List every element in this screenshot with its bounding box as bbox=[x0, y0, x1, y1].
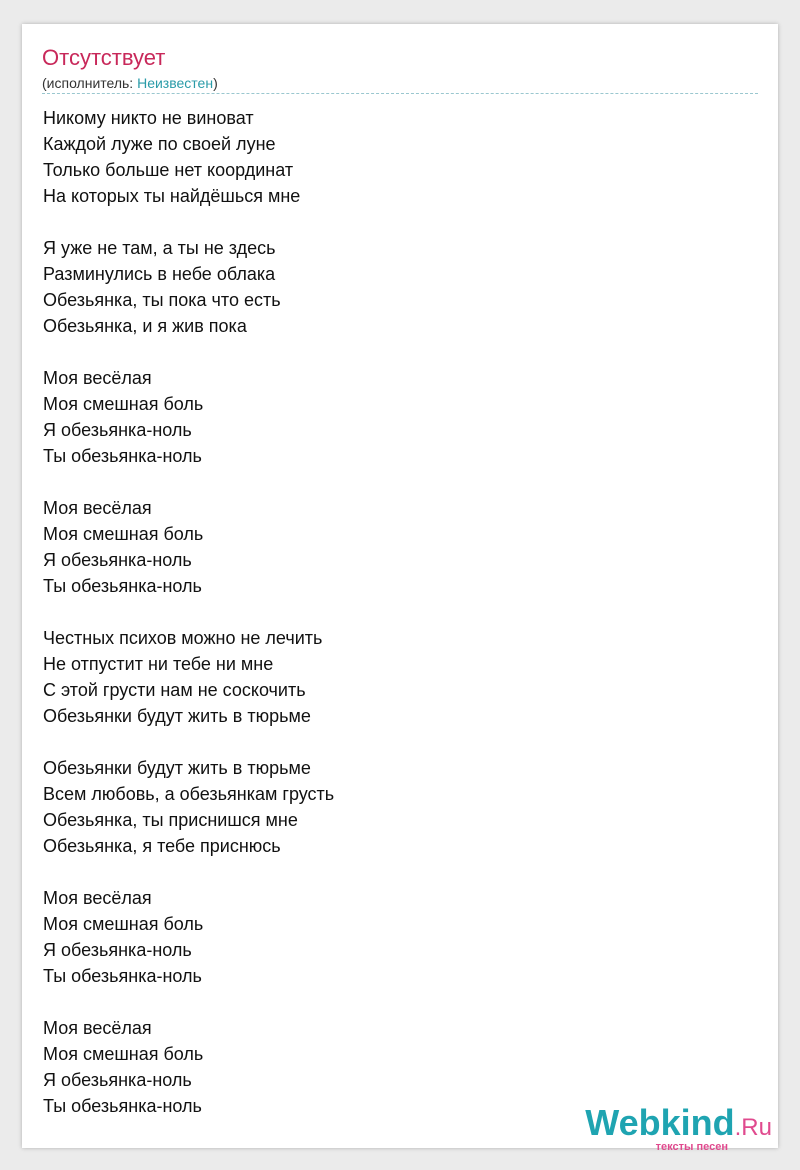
lyric-line: Ты обезьянка-ноль bbox=[43, 446, 202, 466]
lyric-line: Обезьянка, я тебе приснюсь bbox=[43, 836, 281, 856]
logo-tld: .Ru bbox=[734, 1114, 772, 1141]
lyric-line: Никому никто не виноват bbox=[43, 108, 254, 128]
lyric-line: Моя весёлая bbox=[43, 888, 152, 908]
logo-tagline: тексты песен bbox=[655, 1141, 728, 1153]
lyric-line: Моя весёлая bbox=[43, 368, 152, 388]
lyric-line: Я обезьянка-ноль bbox=[43, 1070, 192, 1090]
lyric-line: Обезьянки будут жить в тюрьме bbox=[43, 706, 311, 726]
song-title: Отсутствует bbox=[42, 45, 166, 70]
title-divider bbox=[42, 93, 758, 94]
stanza bbox=[43, 495, 743, 599]
lyric-line: Моя весёлая bbox=[43, 498, 152, 518]
lyric-line: С этой грусти нам не соскочить bbox=[43, 680, 306, 700]
lyric-line: Обезьянки будут жить в тюрьме bbox=[43, 758, 311, 778]
lyric-line: Не отпустит ни тебе ни мне bbox=[43, 654, 274, 674]
lyrics-text bbox=[43, 105, 743, 1145]
lyrics-card bbox=[22, 24, 778, 1153]
performer-link[interactable]: Неизвестен bbox=[137, 75, 214, 91]
stanza bbox=[43, 105, 743, 209]
lyric-line: Разминулись в небе облака bbox=[43, 264, 276, 284]
lyric-line: Каждой луже по своей луне bbox=[43, 134, 276, 154]
lyric-line: Ты обезьянка-ноль bbox=[43, 1096, 202, 1116]
stanza bbox=[43, 755, 743, 859]
lyric-line: Только больше нет координат bbox=[43, 160, 294, 180]
lyric-line: Обезьянка, и я жив пока bbox=[43, 316, 247, 336]
lyric-line: Ты обезьянка-ноль bbox=[43, 966, 202, 986]
stanza bbox=[43, 235, 743, 339]
lyric-line: Моя смешная боль bbox=[43, 394, 204, 414]
lyric-line: Всем любовь, а обезьянкам грусть bbox=[43, 784, 335, 804]
lyric-line: Моя смешная боль bbox=[43, 1044, 204, 1064]
site-logo[interactable] bbox=[585, 1104, 772, 1153]
lyric-line: Я обезьянка-ноль bbox=[43, 940, 192, 960]
lyric-line: Моя весёлая bbox=[43, 1018, 152, 1038]
lyric-line: Моя смешная боль bbox=[43, 914, 204, 934]
stanza bbox=[43, 625, 743, 729]
lyric-line: Ты обезьянка-ноль bbox=[43, 576, 202, 596]
performer-line bbox=[42, 74, 218, 92]
lyric-line: Обезьянка, ты приснишся мне bbox=[43, 810, 298, 830]
stanza bbox=[43, 885, 743, 989]
stanza bbox=[43, 365, 743, 469]
lyric-line: Честных психов можно не лечить bbox=[43, 628, 323, 648]
lyric-line: Обезьянка, ты пока что есть bbox=[43, 290, 281, 310]
performer-prefix: (исполнитель: bbox=[42, 75, 138, 91]
logo-brand: Webkind bbox=[585, 1102, 735, 1143]
lyric-line: На которых ты найдёшься мне bbox=[43, 186, 301, 206]
lyric-line: Я обезьянка-ноль bbox=[43, 550, 192, 570]
lyric-line: Я уже не там, а ты не здесь bbox=[43, 238, 276, 258]
lyric-line: Я обезьянка-ноль bbox=[43, 420, 192, 440]
performer-suffix: ) bbox=[213, 75, 218, 91]
lyric-line: Моя смешная боль bbox=[43, 524, 204, 544]
